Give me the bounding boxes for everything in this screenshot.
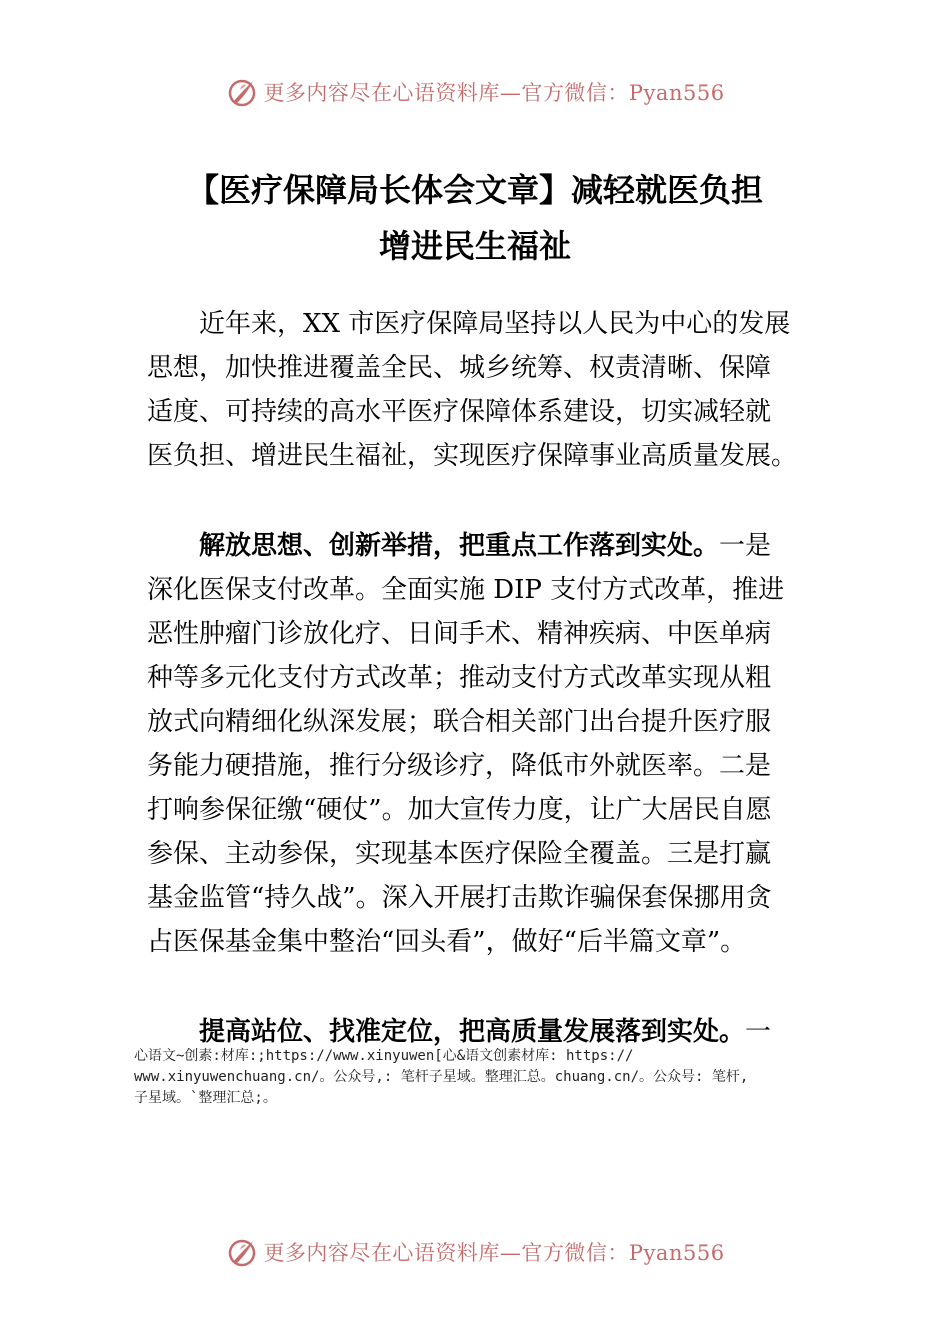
section-heading: 解放思想、创新举措，把重点工作落到实处。 — [147, 531, 720, 561]
section-heading: 提高站位、找准定位，把高质量发展落到实处。 — [147, 1017, 746, 1047]
banner-text: 更多内容尽在心语资料库—官方微信：Pyan556 — [263, 1241, 725, 1265]
note-line: 心语文~创素:材库:;https://www.xinyuwen[心&语文创素材库: https:// — [134, 1048, 634, 1064]
paragraph-line: 基金监管“持久战”。深入开展打击欺诈骗保套保挪用贪 — [147, 883, 772, 913]
title-line-1: 【医疗保障局长体会文章】减轻就医负担 — [186, 171, 763, 209]
note-line: www.xinyuwenchuang.cn/。公众号,: 笔杆子星域。整理汇总。chuang.cn/。公众号: 笔杆, — [134, 1069, 749, 1085]
paragraph-line: 种等多元化支付方式改革；推动支付方式改革实现从粗 — [147, 663, 772, 693]
paragraph-line: 占医保基金集中整治“回头看”，做好“后半篇文章”。 — [147, 927, 747, 957]
paragraph-line: 务能力硬措施，推行分级诊疗，降低市外就医率。二是 — [147, 751, 772, 781]
paragraph-text: 一 — [745, 1017, 772, 1047]
flame-circle-logo-icon — [225, 1235, 259, 1269]
paragraph-line: 参保、主动参保，实现基本医疗保险全覆盖。三是打赢 — [147, 839, 772, 869]
paragraph-line: 放式向精细化纵深发展；联合相关部门出台提升医疗服 — [147, 707, 772, 737]
document-title — [60, 162, 890, 274]
flame-circle-logo-icon — [225, 75, 259, 109]
paragraph-line: 思想，加快推进覆盖全民、城乡统筹、权责清晰、保障 — [147, 353, 772, 383]
paragraph-text: 一是 — [719, 531, 772, 561]
paragraph-line: 打响参保征缴“硬仗”。加大宣传力度，让广大居民自愿 — [147, 795, 772, 825]
title-line-2: 增进民生福祉 — [378, 227, 571, 265]
watermark-note — [134, 1046, 844, 1109]
paragraph-line: 医负担、增进民生福祉，实现医疗保障事业高质量发展。 — [147, 441, 798, 471]
paragraph-line: 恶性肿瘤门诊放化疗、日间手术、精神疾病、中医单病 — [147, 619, 772, 649]
paragraph-intro — [147, 302, 807, 478]
banner-text: 更多内容尽在心语资料库—官方微信：Pyan556 — [263, 81, 725, 105]
paragraph-section-1 — [147, 524, 807, 964]
paragraph-line: 近年来，XX 市医疗保障局坚持以人民为中心的发展 — [147, 309, 791, 339]
paragraph-line: 适度、可持续的高水平医疗保障体系建设，切实减轻就 — [147, 397, 772, 427]
paragraph-line: 深化医保支付改革。全面实施 DIP 支付方式改革，推进 — [147, 575, 785, 605]
paragraph-line — [147, 524, 807, 568]
footer-banner — [0, 1232, 950, 1272]
note-line: 子星域。`整理汇总;。 — [134, 1090, 277, 1106]
header-banner — [0, 72, 950, 112]
